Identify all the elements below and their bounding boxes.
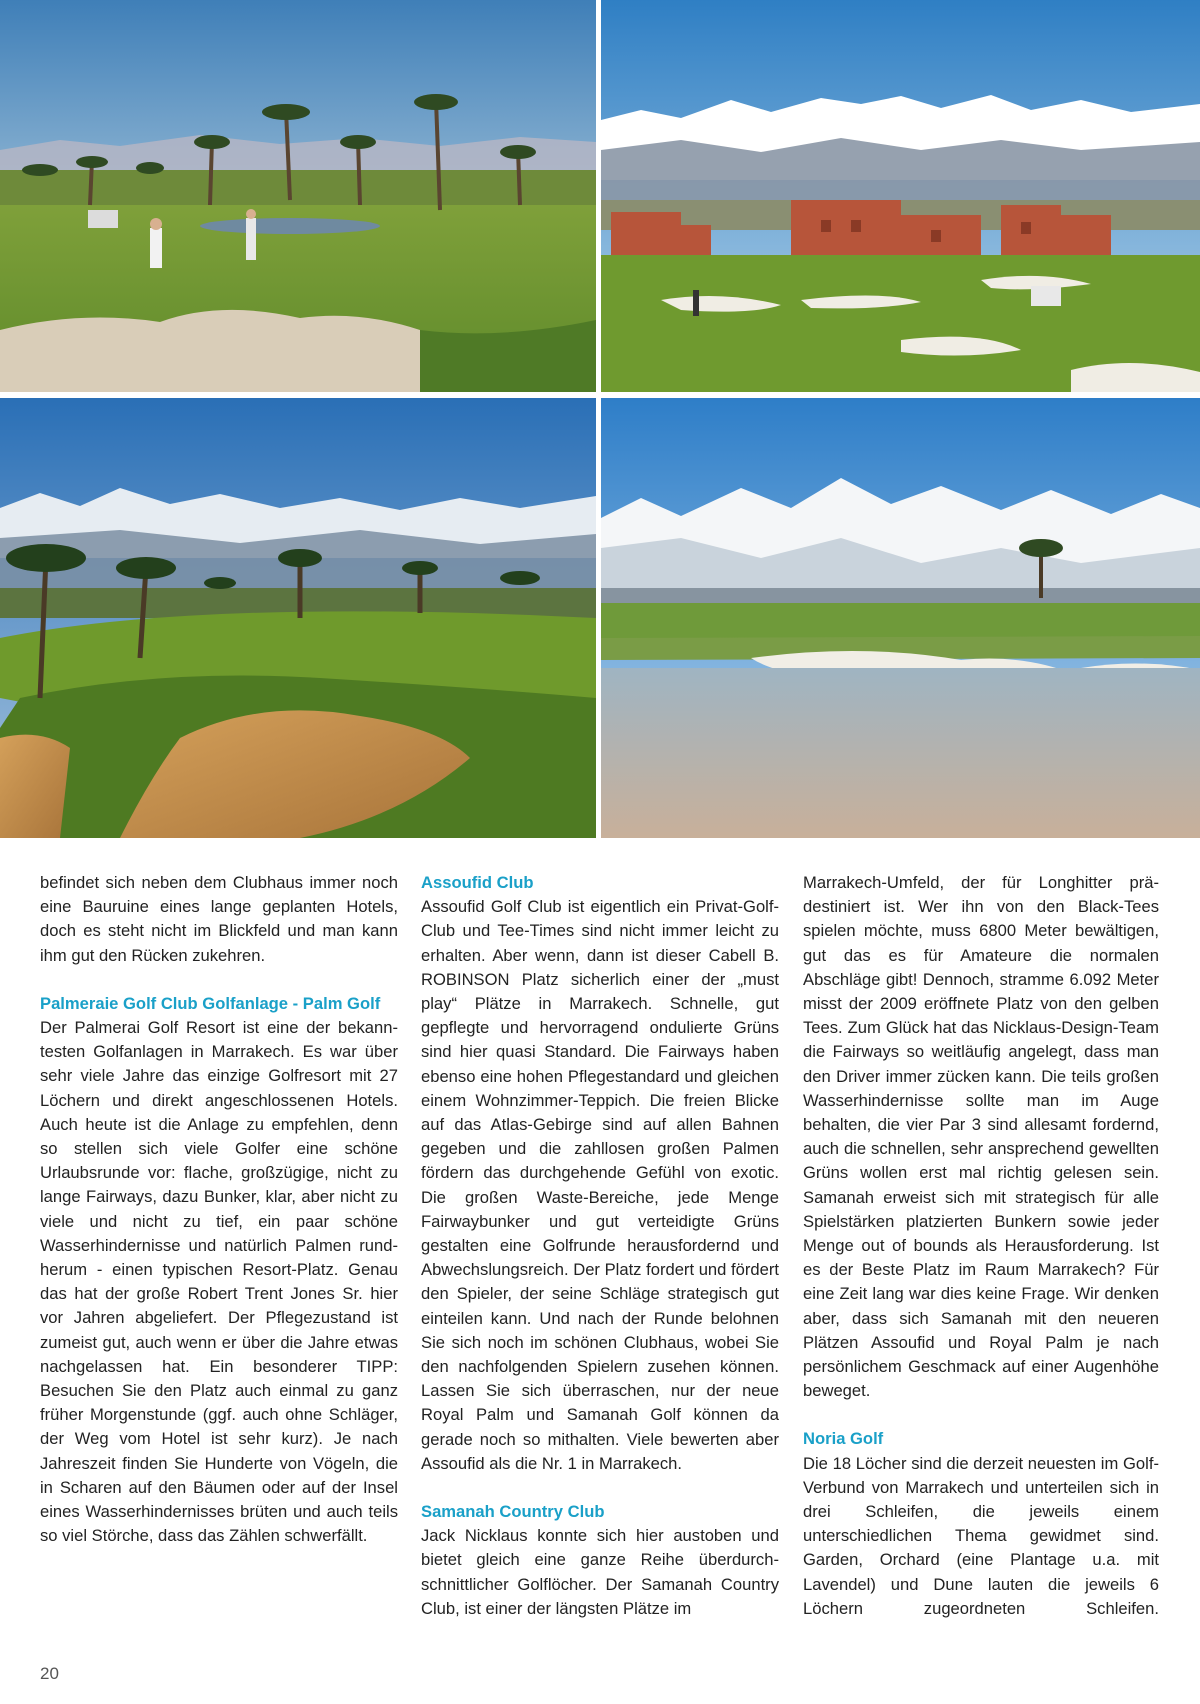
photo-1-image xyxy=(0,0,596,392)
assoufid-paragraph: Assoufid Golf Club ist eigentlich ein Privat-Golf-Club und Tee-Times sind nicht immer leicht zu erhalten. Aber wenn, dann ist dieser Cabell B. ROBINSON Platz sicherlich einer der „must play“ Plätze in Marrakech. Schnelle, gut gepflegte und hervorragend ondulierte Grüns sind hier quasi Standard. Die Fairways haben ebenso eine hohen Pflegestandard und gleichen einem Wohnzimmer-Teppich. Die freien Blicke auf das Atlas-Gebirge sind auf allen Bahnen gegeben und die zahllosen großen Palmen fördern das durchgehende Gefühl von exotic. Die großen Waste-Bereiche, jede Menge Fairwaybunker und gut verteidigte Grüns gestalten eine Golfrunde herausfordernd und Abwechslungsreich. Der Platz fordert und fördert den Spieler, der seine Schläge strategisch gut einteilen kann. Und nach der Runde belohnen Sie sich noch im schönen Clubhaus, wobei Sie den nachfolgenden Spielern zusehen können. Lassen Sie sich überraschen, nur der neue Royal Palm und Samanah Golf können da gerade noch so mithalten. Viele bewerten aber Assoufid als die Nr. 1 in Marrakech. xyxy=(421,897,779,1473)
page-number: 20 xyxy=(40,1664,59,1683)
samanah-continued-paragraph: Marrakech-Umfeld, der für Longhitter prädestiniert ist. Wer ihn von den Black-Tees spielen möchte, muss 6800 Meter bewältigen, gut das es für Amateure die normalen Abschläge gibt! Dennoch, stramme 6.092 Meter misst der 2009 eröffnete Platz von den gelben Tees. Zum Glück hat das Nicklaus-Design-Team die Fairways so weitläufig angelegt, dass man den Driver immer zücken kann. Die teils großen Wasserhindernisse sollte man im Auge behalten, die vier Par 3 sind allesamt fordernd, auch die schnellen, sehr ansprechend gewellten Grüns wollen erst mal richtig gelesen sein. Samanah erweist sich mit strategisch für alle Spielstärken platzierten Bunkern sowie jeder Menge out of bounds als Herausforderung. Ist es der Beste Platz im Raum Marrakech? Für eine Zeit lang war dies keine Frage. Wir denken aber, dass sich Samanah mit den neueren Plätzen Assoufid und Royal Palm je nach persönlichem Geschmack auf einer Augenhöhe beweget. xyxy=(803,873,1159,1401)
photo-3-image xyxy=(0,398,596,838)
noria-heading: Noria Golf xyxy=(803,1429,884,1449)
palmeraie-heading: Palmeraie Golf Club Golfanlage - Palm Golf xyxy=(40,993,381,1013)
samanah-paragraph: Jack Nicklaus konnte sich hier austoben und bietet gleich eine ganze Reihe überdurchschnittlicher Golflöcher. Der Samanah Country Club, ist einer der längsten Plätze im xyxy=(421,1526,779,1618)
photo-resort-atlas xyxy=(601,0,1200,392)
samanah-heading: Samanah Country Club xyxy=(421,1502,605,1522)
text-column-2 xyxy=(421,871,779,1621)
intro-paragraph: befindet sich neben dem Clubhaus immer noch eine Bauruine eines lange geplanten Hotels, doch es steht nicht im Blickfeld und man kann ihm gut den Rücken zukehren. xyxy=(40,873,398,965)
photo-4-image xyxy=(601,398,1200,838)
photo-fairway-bunker xyxy=(0,398,596,838)
palmeraie-paragraph: Der Palmerai Golf Resort ist eine der bekanntesten Golfanlagen in Marrakech. Es war über sehr viele Jahre das einzige Golfresort mit 27 Löchern und direkt angeschlossenen Hotels. Auch heute ist die Anlage zu empfehlen, denn so stellen sich viele Golfer eine schöne Urlaubsrunde vor: flache, großzügige, nicht zu lange Fairways, dazu Bunker, klar, aber nicht zu viele und nicht zu tief, ein paar schöne Wasserhindernisse und natürlich Palmen rundherum - einen typischen Resort-Platz. Genau das hat der große Robert Trent Jones Sr. hier vor Jahren abgeliefert. Der Pflegezustand ist zumeist gut, auch wenn er über die Jahre etwas nachgelassen hat. Ein besonderer TIPP: Besuchen Sie den Platz auch einmal zu ganz früher Morgenstunde (ggf. auch ohne Schläger, der Weg vom Hotel ist sehr kurz). Je nach Jahreszeit finden Sie Hunderte von Vögeln, die in Scharen auf den Bäumen oder auf der Insel eines Wasserhindernisses brüten und auch teils so viel Störche, dass das Zählen schwerfällt. xyxy=(40,1018,398,1546)
noria-paragraph: Die 18 Löcher sind die derzeit neuesten im Golf-Verbund von Marrakech und unterteilen sich in drei Schleifen, die jeweils einem unterschiedlichen Thema gewidmet sind. Garden, Orchard (eine Plantage u.a. mit Lavendel) und Dune lauten die jeweils 6 Löchern zugeordneten Schleifen. xyxy=(803,1453,1159,1618)
assoufid-heading: Assoufid Club xyxy=(421,873,534,892)
photo-palm-golf-golfers xyxy=(0,0,596,392)
text-column-3 xyxy=(803,871,1159,1621)
photo-water-atlas xyxy=(601,398,1200,838)
text-column-1 xyxy=(40,871,398,1548)
photo-2-image xyxy=(601,0,1200,392)
